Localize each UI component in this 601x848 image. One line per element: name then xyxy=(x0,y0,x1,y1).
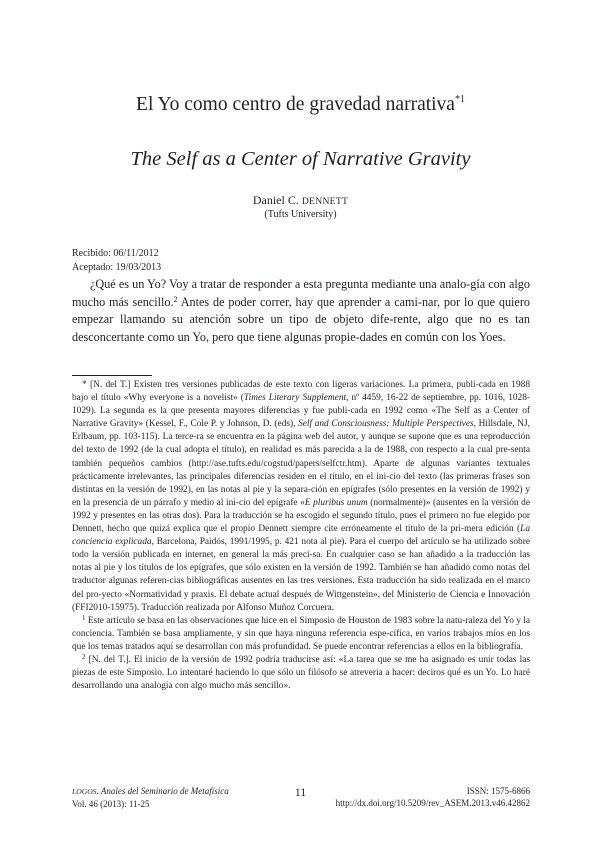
journal-name-sc: LOGOS xyxy=(72,787,97,796)
intro-paragraph xyxy=(72,276,530,346)
article-subtitle: The Self as a Center of Narrative Gravity xyxy=(130,148,471,170)
footnote-2 xyxy=(72,654,530,693)
footnote-1-mark: 1 xyxy=(82,613,86,622)
note-italic: E pluribus unum xyxy=(304,497,368,508)
accepted-date: Aceptado: 19/03/2013 xyxy=(72,261,162,273)
note-text: , Hillsdale, NJ, Erlbaum, pp. 103-115). La terce-ra se encuentra en la página web del autor, y aunque se supone que es una reproducción del texto de 1992 (de la cual adopta el título), en realidad es más parecida a la de 1988, con respecto a la cual pre-senta también pequeños cambios (http://ase.tufts.edu/cogstud/papers/selfctr.htm). Aparte de algunas variantes textuales prácticamente irrelevantes, las principales diferencias residen en el título, en el ini-cio del texto (las primeras frases son distintas en la versión de 1992), en las notas al pie y la separa-ción en epígrafes (sólo presentes en la versión de 1992) y en la presencia de un párrafo y medio al ini-cio del epígrafe « xyxy=(72,419,530,508)
issn: ISSN: 1575-6866 xyxy=(466,786,530,796)
note-text: , nº 4459, 16-22 de septiembre, pp. 1016, 1028-1029). La segunda es la que presenta mayores diferencias y fue publi-cada en 1992 como «The Self as a Center of Narrative Gravity» (Kessel, F., Cole P. y Johnson, D. (eds), xyxy=(72,393,530,430)
author-name xyxy=(0,193,601,209)
intro-text-b: Antes de poder correr, hay que aprender a cami-nar, por lo que quiero empezar llamando su atención sobre un tipo de objeto dife-rente, algo que no es tan desconcertante como un Yo, pero que tiene algunas propie-dades en común con los Yoes. xyxy=(72,294,530,344)
received-date: Recibido: 06/11/2012 xyxy=(72,248,159,259)
footnote-2-mark: 2 xyxy=(82,652,86,661)
footnote-ref-2[interactable]: 2 xyxy=(173,294,178,304)
footnote-divider xyxy=(72,375,152,376)
footnote-1-text: Este artículo se basa en las observaciones que hice en el Simposio de Houston de 1983 sobre la natu-raleza del Yo y la conciencia. También se basa ampliamente, y sin que haya ninguna referencia espe-cífica, en varios trabajos míos en los que los temas tratados aquí se desarrollan con más profundidad. Se puede encontrar referencias a ellos en la bibliografía. xyxy=(72,615,530,652)
submission-dates xyxy=(72,247,161,274)
translator-note xyxy=(72,379,530,615)
page-number: 11 xyxy=(294,785,307,799)
title-text: El Yo como centro de gravedad narrativa xyxy=(136,94,455,115)
footnote-2-text: [N. del T.]. El inicio de la versión de 1992 podría traducirse así: «La tarea que se me ha asignado es unir todas las piezas de este Simposio. Lo intentaré haciendo lo que sólo un filósofo se atrevería a hacer: deciros qué es un Yo. Lo haré desarrollando una analogía con algo mucho más sencillo». xyxy=(72,654,530,692)
title-footnote-mark: *1 xyxy=(454,94,465,105)
journal-volume: Vol. 46 (2013): 11-25 xyxy=(72,799,150,809)
intro-text-a: ¿Qué es un Yo? Voy a tratar de responder a esta pregunta mediante una analo-gía con algo mucho más sencillo. xyxy=(72,277,530,309)
footnotes xyxy=(72,379,530,693)
note-text: , Barcelona, Paidós, 1991/1995, p. 421 nota al pie). Para el cuerpo del artículo se ha utilizado sobre todo la versión publicada en internet, en general la más preci-sa. En cualquier caso se han añadido a la traducción las notas al pie y los títulos de los epígrafes, que sólo existen en la versión de 1992. También se han añadido como notas del traductor algunas referen-cias bibliográficas ausentes en las tres versiones. Esta traducción ha sido realizada en el marco del pro-yecto «Normatividad y praxis. El debate actual después de Wittgenstein», del Ministerio de Ciencia e Innovación (FFI2010-15975). Traducción realizada por Alfonso Muñoz Corcuera. xyxy=(72,537,530,613)
note-italic: Times Literary Supplement xyxy=(243,393,347,404)
author-last-name: DENNETT xyxy=(301,196,349,207)
note-italic: Self and Consciousness: Multiple Perspectives xyxy=(298,419,474,430)
footnote-1 xyxy=(72,615,530,654)
article-title xyxy=(0,88,601,117)
journal-identifiers xyxy=(336,785,530,809)
note-text: (normalmente)» (ausentes en la versión de 1992 y presentes en las otras dos). Para la traducción se ha escogido el segundo título, pues el primero no fue elegido por Dennett, hecho que quizá explica que el propio Dennett siempre cite erróneamente el título de la pri-mera edición ( xyxy=(72,497,530,535)
journal-name-rest: . Anales del Seminario de Metafísica xyxy=(96,786,229,796)
author-affiliation: (Tufts University) xyxy=(264,209,337,220)
author-first-name: Daniel C. xyxy=(252,193,302,207)
note-italic: La conciencia explicada xyxy=(72,524,530,548)
note-text: * [N. del T.] Existen tres versiones publicadas de este texto con ligeras variaciones. La primera, publi-cada en 1988 bajo el título «Why everyone is a novelist» ( xyxy=(72,380,530,404)
doi-link[interactable]: http://dx.doi.org/10.5209/rev_ASEM.2013.v46.42862 xyxy=(335,798,530,808)
